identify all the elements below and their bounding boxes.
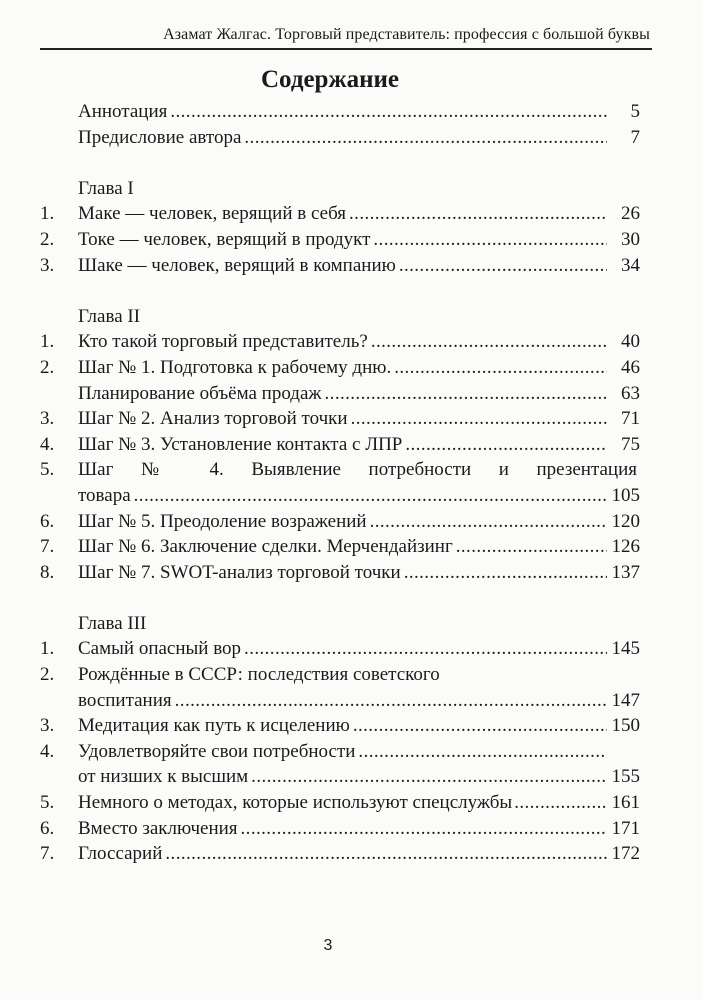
entry-number: 2. <box>40 664 55 686</box>
chapter-heading-label: Глава II <box>78 305 141 327</box>
toc-entry <box>40 790 640 816</box>
entry-label: товара <box>78 484 131 506</box>
entry-number: 2. <box>40 356 55 378</box>
entry-number: 4. <box>40 433 55 455</box>
entry-page: 30 <box>621 228 640 250</box>
dot-leader <box>456 534 607 560</box>
toc-entry <box>40 355 640 381</box>
toc-entry <box>40 816 640 842</box>
entry-page: 26 <box>621 203 640 225</box>
entry-label: Кто такой торговый представитель? <box>78 331 368 353</box>
dot-leader <box>251 764 607 790</box>
toc-entry <box>40 432 640 458</box>
entry-number: 7. <box>40 536 55 558</box>
toc-entry <box>40 841 640 867</box>
entry-page: 46 <box>621 356 640 378</box>
entry-label: от низших к высшим <box>78 766 249 788</box>
entry-label: Шаг № 7. SWOT-анализ торговой точки <box>78 561 401 583</box>
dot-leader <box>134 483 607 509</box>
toc-entry <box>40 125 640 151</box>
dot-leader <box>353 713 607 739</box>
dot-leader <box>394 355 607 381</box>
entry-label: Немного о методах, которые используют спецслужбы <box>78 792 513 814</box>
entry-label: Медитация как путь к исцелению <box>78 715 350 737</box>
toc-entry <box>40 534 640 560</box>
dot-leader <box>370 509 607 535</box>
entry-number: 7. <box>40 843 55 865</box>
dot-leader <box>244 636 607 662</box>
dot-leader <box>399 253 607 279</box>
entry-number: 5. <box>40 459 55 481</box>
toc-entry <box>40 739 640 765</box>
entry-page: 105 <box>611 484 640 506</box>
entry-number: 2. <box>40 228 55 250</box>
table-of-contents <box>40 99 640 867</box>
entry-number: 6. <box>40 817 55 839</box>
entry-number: 3. <box>40 408 55 430</box>
entry-label: Самый опасный вор <box>78 638 242 660</box>
toc-entry <box>40 509 640 535</box>
entry-page: 137 <box>611 561 640 583</box>
entry-page: 120 <box>611 510 640 532</box>
entry-page: 171 <box>611 817 640 839</box>
entry-label: Предисловие автора <box>78 126 242 148</box>
chapter-heading-label: Глава III <box>78 612 147 634</box>
entry-page: 155 <box>611 766 640 788</box>
dot-leader <box>325 381 607 407</box>
entry-page: 161 <box>611 792 640 814</box>
entry-label: Шаг № 5. Преодоление возражений <box>78 510 367 532</box>
dot-leader <box>351 406 607 432</box>
entry-page: 40 <box>621 331 640 353</box>
entry-label: Шаке — человек, верящий в компанию <box>78 254 396 276</box>
toc-entry <box>40 381 640 407</box>
dot-leader <box>358 739 607 765</box>
entry-label: воспитания <box>78 689 172 711</box>
dot-leader <box>373 227 607 253</box>
entry-label: Рождённые в СССР: последствия советского <box>78 664 440 686</box>
entry-page: 75 <box>621 433 640 455</box>
toc-entry <box>40 99 640 125</box>
running-head: Азамат Жалгас. Торговый представитель: профессия с большой буквы <box>163 26 650 43</box>
entry-page: 147 <box>611 689 640 711</box>
toc-entry <box>40 636 640 662</box>
dot-leader <box>175 688 607 714</box>
entry-page: 63 <box>621 382 640 404</box>
entry-number: 1. <box>40 203 55 225</box>
entry-page: 7 <box>630 126 640 148</box>
chapter-heading-label: Глава I <box>78 177 134 199</box>
toc-entry <box>40 406 640 432</box>
toc-entry <box>40 329 640 355</box>
entry-label: Шаг № 4. Выявление потребности и презентация <box>78 459 637 481</box>
entry-label: Вместо заключения <box>78 817 238 839</box>
toc-entry <box>40 457 640 483</box>
entry-number: 6. <box>40 510 55 532</box>
dot-leader <box>405 432 607 458</box>
page-number: 3 <box>323 937 333 954</box>
entry-page: 71 <box>621 408 640 430</box>
entry-label: Шаг № 2. Анализ торговой точки <box>78 408 348 430</box>
chapter-heading <box>40 176 640 202</box>
entry-label: Глоссарий <box>78 843 163 865</box>
entry-number: 1. <box>40 638 55 660</box>
entry-page: 172 <box>611 843 640 865</box>
dot-leader <box>371 329 607 355</box>
entry-page: 126 <box>611 536 640 558</box>
dot-leader <box>349 201 607 227</box>
entry-label: Удовлетворяйте свои потребности <box>78 740 356 762</box>
chapter-heading <box>40 304 640 330</box>
chapter-heading <box>40 611 640 637</box>
toc-entry <box>40 483 640 509</box>
entry-label: Планирование объёма продаж <box>78 382 322 404</box>
entry-page: 34 <box>621 254 640 276</box>
entry-number: 1. <box>40 331 55 353</box>
dot-leader <box>404 560 607 586</box>
entry-page: 5 <box>630 101 640 122</box>
entry-label: Шаг № 6. Заключение сделки. Мерчендайзинг <box>78 536 453 558</box>
entry-label: Аннотация <box>78 101 168 122</box>
dot-leader <box>244 125 607 151</box>
entry-number: 8. <box>40 561 55 583</box>
dot-leader <box>241 816 607 842</box>
toc-entry <box>40 764 640 790</box>
dot-leader <box>170 99 607 125</box>
entry-page: 145 <box>611 638 640 660</box>
toc-entry <box>40 560 640 586</box>
toc-entry <box>40 662 640 688</box>
entry-number: 3. <box>40 254 55 276</box>
entry-number: 3. <box>40 715 55 737</box>
entry-label: Шаг № 3. Установление контакта с ЛПР <box>78 433 403 455</box>
entry-number: 5. <box>40 792 55 814</box>
header-rule <box>40 48 652 50</box>
entry-label: Маке — человек, верящий в себя <box>78 203 347 225</box>
toc-entry <box>40 201 640 227</box>
entry-label: Токе — человек, верящий в продукт <box>78 228 371 250</box>
dot-leader <box>165 841 607 867</box>
entry-label: Шаг № 1. Подготовка к рабочему дню. <box>78 356 392 378</box>
toc-entry <box>40 253 640 279</box>
toc-entry <box>40 227 640 253</box>
dot-leader <box>514 790 608 816</box>
page-title: Содержание <box>260 66 399 93</box>
toc-entry <box>40 688 640 714</box>
toc-entry <box>40 713 640 739</box>
entry-number: 4. <box>40 740 55 762</box>
entry-page: 150 <box>611 715 640 737</box>
